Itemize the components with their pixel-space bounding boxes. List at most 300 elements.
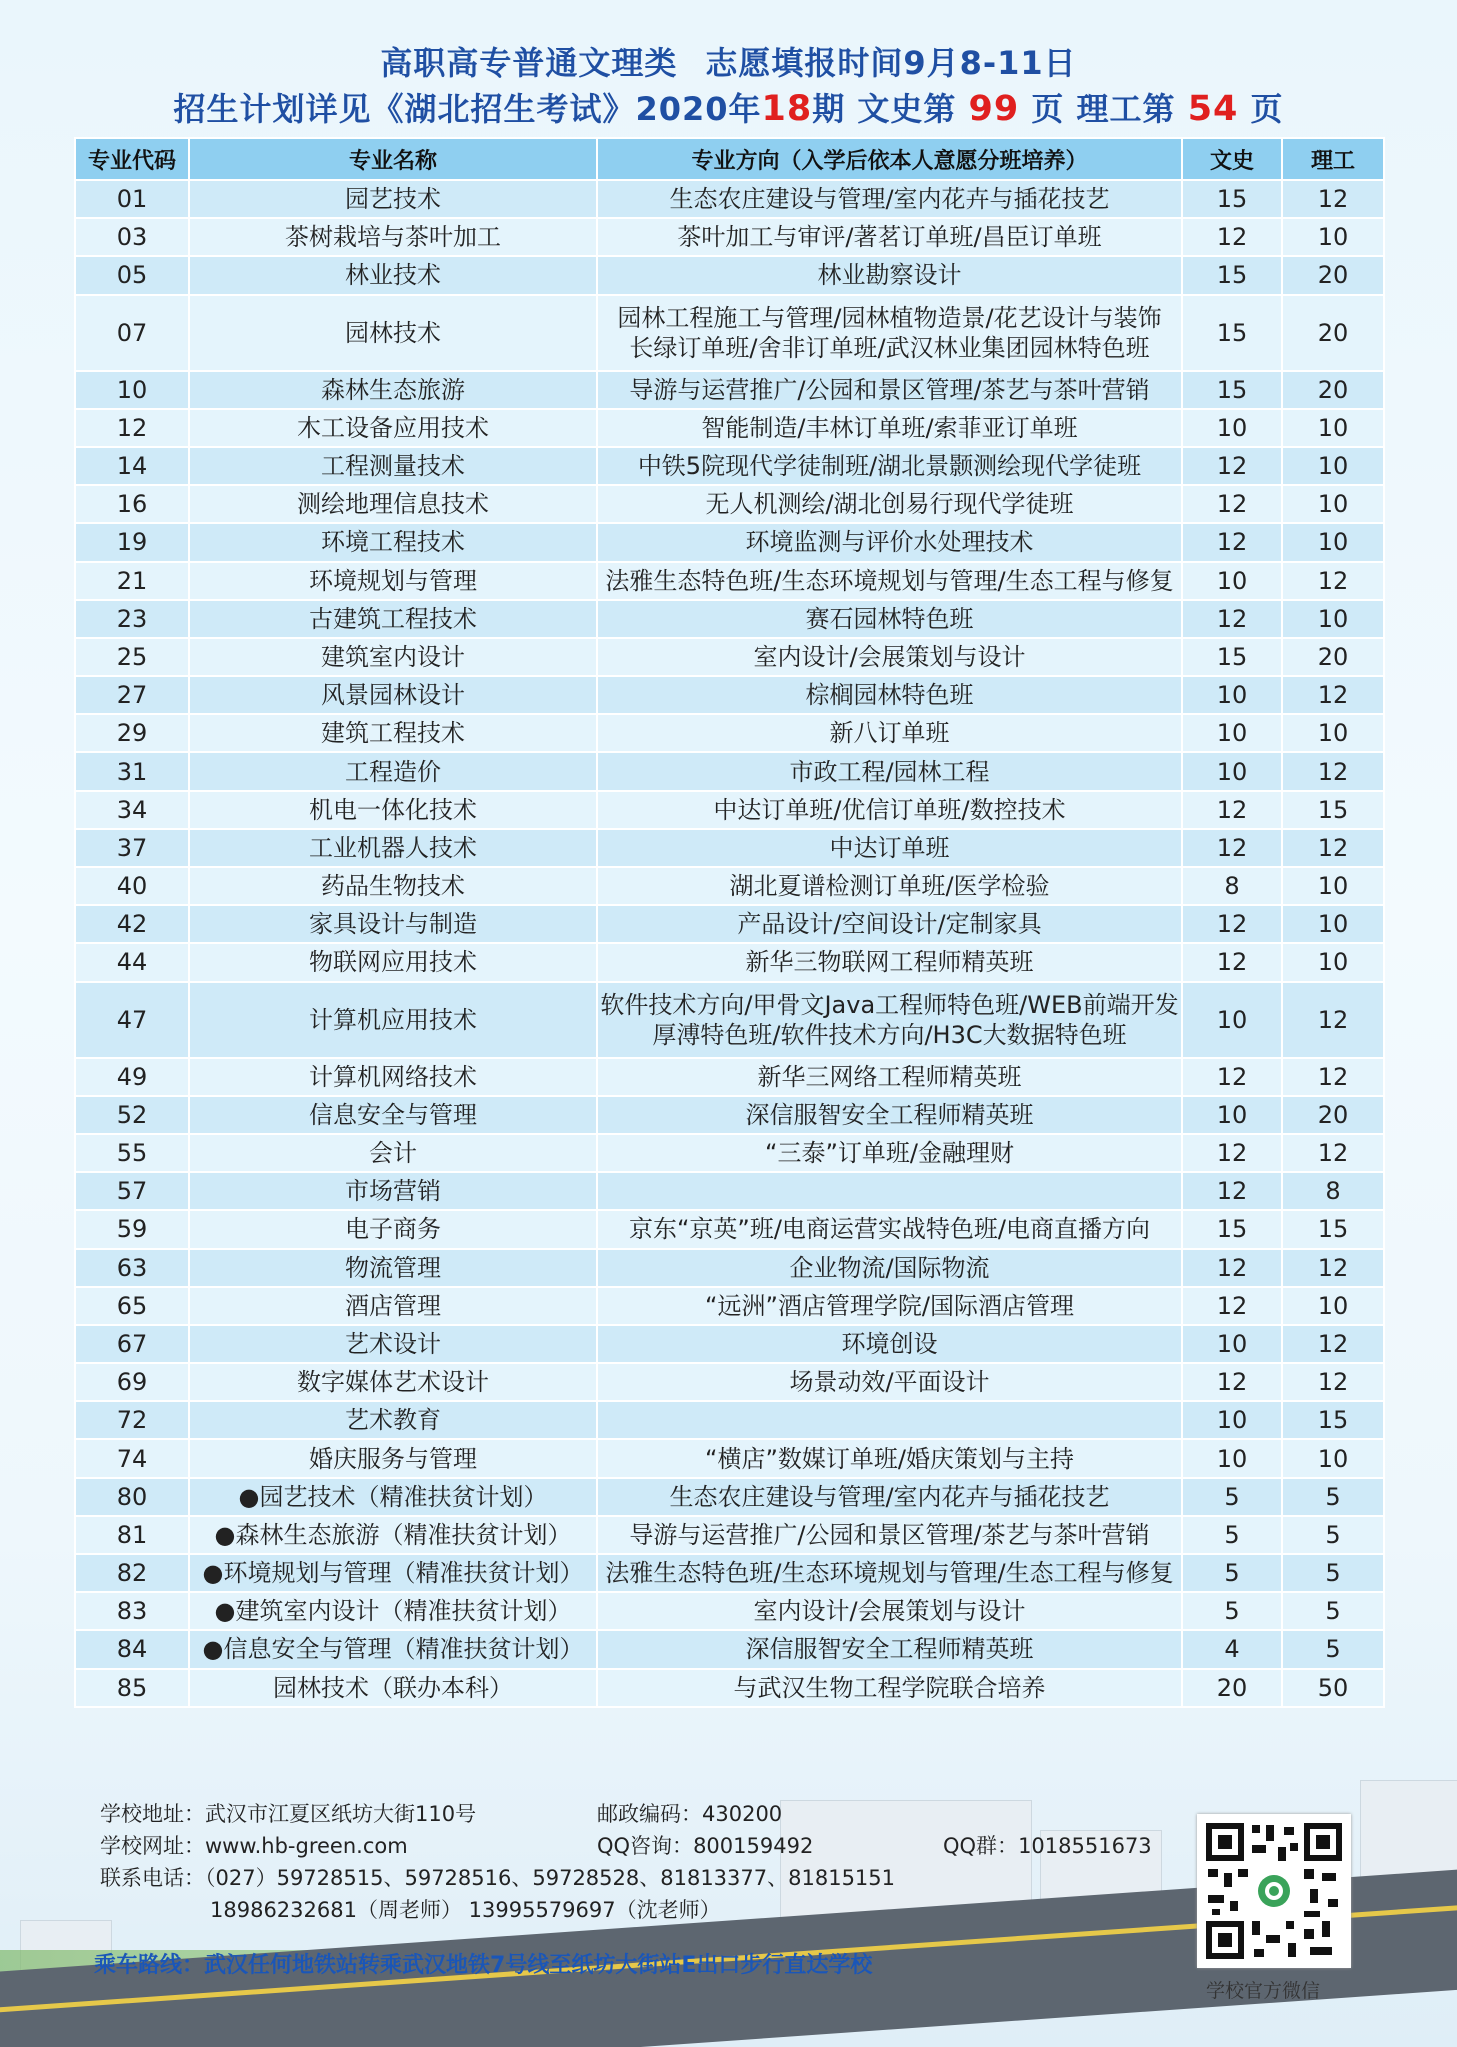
major-direction — [597, 295, 1182, 371]
ligong-quota: 12 — [1282, 1134, 1384, 1172]
major-name: 婚庆服务与管理 — [189, 1439, 597, 1477]
major-code: 69 — [75, 1363, 189, 1401]
ligong-quota: 12 — [1282, 1363, 1384, 1401]
enrollment-plan-table — [74, 137, 1385, 1708]
col-header-ligong: 理工 — [1282, 138, 1384, 180]
qqgroup-value: 1018551673 — [1018, 1834, 1152, 1858]
direction-line: 湖北夏谱检测订单班/医学检验 — [729, 872, 1050, 901]
major-code: 14 — [75, 447, 189, 485]
table-row — [75, 1287, 1384, 1325]
direction-line: 茶叶加工与审评/著茗订单班/昌臣订单班 — [677, 223, 1102, 252]
wenshi-quota: 12 — [1182, 600, 1282, 638]
direction-line: 室内设计/会展策划与设计 — [753, 1597, 1026, 1626]
major-name: ●环境规划与管理（精准扶贫计划） — [189, 1554, 597, 1592]
major-direction — [597, 1363, 1182, 1401]
major-direction — [597, 1439, 1182, 1477]
major-name: 信息安全与管理 — [189, 1096, 597, 1134]
major-name: 木工设备应用技术 — [189, 409, 597, 447]
major-direction — [597, 1210, 1182, 1248]
major-name: 风景园林设计 — [189, 676, 597, 714]
major-name: 数字媒体艺术设计 — [189, 1363, 597, 1401]
major-code: 23 — [75, 600, 189, 638]
major-name: 物联网应用技术 — [189, 943, 597, 981]
wenshi-quota: 12 — [1182, 943, 1282, 981]
wenshi-quota: 20 — [1182, 1669, 1282, 1707]
major-name: 物流管理 — [189, 1249, 597, 1287]
wenshi-quota: 10 — [1182, 562, 1282, 600]
major-name: 工程测量技术 — [189, 447, 597, 485]
page-suffix: 页 — [1238, 90, 1284, 128]
major-code: 82 — [75, 1554, 189, 1592]
table-row — [75, 1478, 1384, 1516]
ligong-quota: 10 — [1282, 714, 1384, 752]
direction-line: 软件技术方向/甲骨文Java工程师特色班/WEB前端开发 — [600, 990, 1179, 1019]
wenshi-quota: 12 — [1182, 905, 1282, 943]
mobile-row — [210, 1894, 721, 1924]
major-code: 72 — [75, 1401, 189, 1439]
major-direction — [597, 409, 1182, 447]
ligong-quota: 10 — [1282, 943, 1384, 981]
table-row — [75, 295, 1384, 371]
major-code: 07 — [75, 295, 189, 371]
table-row — [75, 1630, 1384, 1668]
direction-line-2: 厚溥特色班/软件技术方向/H3C大数据特色班 — [652, 1020, 1127, 1049]
direction-line: 生态农庄建设与管理/室内花卉与插花技艺 — [669, 1482, 1110, 1511]
major-name: 建筑工程技术 — [189, 714, 597, 752]
major-direction — [597, 1249, 1182, 1287]
major-code: 55 — [75, 1134, 189, 1172]
major-direction — [597, 1592, 1182, 1630]
table-row — [75, 256, 1384, 294]
wenshi-quota: 12 — [1182, 485, 1282, 523]
major-name: 古建筑工程技术 — [189, 600, 597, 638]
major-code: 52 — [75, 1096, 189, 1134]
direction-line: 林业勘察设计 — [817, 261, 962, 290]
wenshi-quota: 12 — [1182, 791, 1282, 829]
direction-line: 深信服智安全工程师精英班 — [745, 1100, 1034, 1129]
major-direction — [597, 1669, 1182, 1707]
direction-line: 市政工程/园林工程 — [789, 757, 990, 786]
ligong-quota: 10 — [1282, 867, 1384, 905]
major-code: 44 — [75, 943, 189, 981]
direction-line: 赛石园林特色班 — [805, 604, 974, 633]
major-direction — [597, 829, 1182, 867]
major-name: 家具设计与制造 — [189, 905, 597, 943]
major-code: 19 — [75, 523, 189, 561]
major-direction — [597, 1630, 1182, 1668]
major-name: 园林技术（联办本科） — [189, 1669, 597, 1707]
major-direction — [597, 1325, 1182, 1363]
ligong-quota: 10 — [1282, 218, 1384, 256]
ligong-quota: 15 — [1282, 1210, 1384, 1248]
table-row — [75, 791, 1384, 829]
major-name: 测绘地理信息技术 — [189, 485, 597, 523]
table-row — [75, 638, 1384, 676]
ligong-quota: 10 — [1282, 447, 1384, 485]
major-direction — [597, 1096, 1182, 1134]
direction-line: 环境创设 — [841, 1329, 938, 1358]
major-code: 47 — [75, 982, 189, 1058]
direction-line: 棕榈园林特色班 — [805, 681, 974, 710]
table-row — [75, 1592, 1384, 1630]
direction-line: 室内设计/会展策划与设计 — [753, 642, 1026, 671]
col-header-direction: 专业方向（入学后依本人意愿分班培养） — [597, 138, 1182, 180]
table-row — [75, 523, 1384, 561]
major-direction — [597, 447, 1182, 485]
table-row — [75, 1096, 1384, 1134]
table-row — [75, 409, 1384, 447]
major-direction — [597, 791, 1182, 829]
qr-code-icon[interactable] — [1197, 1814, 1351, 1968]
major-code: 67 — [75, 1325, 189, 1363]
wenshi-quota: 15 — [1182, 371, 1282, 409]
ligong-quota: 5 — [1282, 1630, 1384, 1668]
major-name: 药品生物技术 — [189, 867, 597, 905]
table-row — [75, 1058, 1384, 1096]
table-row — [75, 1554, 1384, 1592]
major-code: 10 — [75, 371, 189, 409]
major-code: 49 — [75, 1058, 189, 1096]
website-link[interactable]: www.hb-green.com — [205, 1834, 408, 1858]
major-direction — [597, 485, 1182, 523]
direction-line: 新华三网络工程师精英班 — [757, 1062, 1022, 1091]
wenshi-quota: 4 — [1182, 1630, 1282, 1668]
major-direction — [597, 1516, 1182, 1554]
wenshi-quota: 10 — [1182, 982, 1282, 1058]
ligong-quota: 10 — [1282, 485, 1384, 523]
route-value: 武汉任何地铁站转乘武汉地铁7号线至纸坊大街站E出口步行直达学校 — [204, 1953, 873, 1978]
major-direction — [597, 600, 1182, 638]
table-row — [75, 1134, 1384, 1172]
major-name: 建筑室内设计 — [189, 638, 597, 676]
table-row — [75, 1516, 1384, 1554]
table-row — [75, 1363, 1384, 1401]
table-row — [75, 180, 1384, 218]
major-code: 29 — [75, 714, 189, 752]
application-period: 志愿填报时间9月8-11日 — [705, 44, 1077, 82]
ligong-quota: 12 — [1282, 752, 1384, 790]
direction-line: 中达订单班/优信订单班/数控技术 — [713, 795, 1066, 824]
major-code: 27 — [75, 676, 189, 714]
ligong-quota: 10 — [1282, 1287, 1384, 1325]
wenshi-label: 期 文史第 — [812, 90, 969, 128]
wenshi-quota: 12 — [1182, 523, 1282, 561]
qr-caption: 学校官方微信 — [1206, 1980, 1321, 2002]
major-name: 茶树栽培与茶叶加工 — [189, 218, 597, 256]
direction-line-2: 长绿订单班/舍非订单班/武汉林业集团园林特色班 — [629, 333, 1150, 362]
ligong-quota: 12 — [1282, 829, 1384, 867]
col-header-wenshi: 文史 — [1182, 138, 1282, 180]
ligong-quota: 10 — [1282, 1439, 1384, 1477]
major-code: 65 — [75, 1287, 189, 1325]
wenshi-quota: 5 — [1182, 1554, 1282, 1592]
footer — [0, 1770, 1457, 2047]
major-code: 83 — [75, 1592, 189, 1630]
major-code: 63 — [75, 1249, 189, 1287]
ligong-quota: 20 — [1282, 371, 1384, 409]
direction-line: 企业物流/国际物流 — [789, 1253, 990, 1282]
direction-line: 导游与运营推广/公园和景区管理/茶艺与茶叶营销 — [629, 375, 1150, 404]
ligong-quota: 12 — [1282, 1249, 1384, 1287]
table-row — [75, 1249, 1384, 1287]
major-code: 85 — [75, 1669, 189, 1707]
table-row — [75, 676, 1384, 714]
direction-line: 智能制造/丰林订单班/索菲亚订单班 — [701, 413, 1078, 442]
major-direction — [597, 256, 1182, 294]
ligong-quota: 12 — [1282, 1058, 1384, 1096]
wenshi-quota: 12 — [1182, 1363, 1282, 1401]
table-row — [75, 905, 1384, 943]
address-label: 学校地址： — [100, 1802, 205, 1826]
direction-line: 法雅生态特色班/生态环境规划与管理/生态工程与修复 — [605, 566, 1174, 595]
major-code: 03 — [75, 218, 189, 256]
ligong-quota: 20 — [1282, 295, 1384, 371]
wenshi-quota: 12 — [1182, 447, 1282, 485]
major-name: 林业技术 — [189, 256, 597, 294]
major-code: 37 — [75, 829, 189, 867]
major-direction — [597, 638, 1182, 676]
poster-header — [0, 40, 1457, 132]
wenshi-quota: 5 — [1182, 1592, 1282, 1630]
major-name: 酒店管理 — [189, 1287, 597, 1325]
ligong-quota: 20 — [1282, 638, 1384, 676]
major-code: 57 — [75, 1172, 189, 1210]
major-name: 环境工程技术 — [189, 523, 597, 561]
major-name: ●信息安全与管理（精准扶贫计划） — [189, 1630, 597, 1668]
wenshi-quota: 10 — [1182, 409, 1282, 447]
wenshi-quota: 10 — [1182, 1401, 1282, 1439]
wenshi-quota: 5 — [1182, 1516, 1282, 1554]
direction-line: 园林工程施工与管理/园林植物造景/花艺设计与装饰 — [617, 303, 1162, 332]
major-code: 40 — [75, 867, 189, 905]
table-row — [75, 714, 1384, 752]
major-name: 计算机网络技术 — [189, 1058, 597, 1096]
direction-line: 生态农庄建设与管理/室内花卉与插花技艺 — [669, 185, 1110, 214]
plan-reference: 招生计划详见《湖北招生考试》2020年 — [173, 90, 762, 128]
major-code: 25 — [75, 638, 189, 676]
major-code: 05 — [75, 256, 189, 294]
address-row — [100, 1798, 476, 1828]
ligong-quota: 5 — [1282, 1592, 1384, 1630]
ligong-quota: 50 — [1282, 1669, 1384, 1707]
table-row — [75, 1325, 1384, 1363]
wenshi-quota: 15 — [1182, 180, 1282, 218]
wenshi-page: 99 — [968, 89, 1020, 129]
major-direction — [597, 1554, 1182, 1592]
major-name: 会计 — [189, 1134, 597, 1172]
header-line-1 — [0, 40, 1457, 86]
ligong-quota: 5 — [1282, 1478, 1384, 1516]
major-code: 80 — [75, 1478, 189, 1516]
direction-line: 深信服智安全工程师精英班 — [745, 1635, 1034, 1664]
qqgroup-row — [943, 1830, 1152, 1860]
major-name: 工业机器人技术 — [189, 829, 597, 867]
major-direction — [597, 943, 1182, 981]
website-row — [100, 1830, 408, 1860]
major-name: 机电一体化技术 — [189, 791, 597, 829]
major-name: ●建筑室内设计（精准扶贫计划） — [189, 1592, 597, 1630]
qq-row — [597, 1830, 813, 1860]
ligong-label: 页 理工第 — [1019, 90, 1188, 128]
direction-line: 场景动效/平面设计 — [789, 1368, 990, 1397]
address-value: 武汉市江夏区纸坊大街110号 — [205, 1802, 477, 1826]
ligong-quota: 12 — [1282, 982, 1384, 1058]
major-direction — [597, 867, 1182, 905]
ligong-quota: 20 — [1282, 1096, 1384, 1134]
major-name: 园林技术 — [189, 295, 597, 371]
wenshi-quota: 10 — [1182, 752, 1282, 790]
wenshi-quota: 12 — [1182, 829, 1282, 867]
route-label: 乘车路线： — [94, 1953, 205, 1978]
major-code: 21 — [75, 562, 189, 600]
ligong-quota: 5 — [1282, 1554, 1384, 1592]
major-direction — [597, 1134, 1182, 1172]
major-direction — [597, 714, 1182, 752]
major-name: ●园艺技术（精准扶贫计划） — [189, 1478, 597, 1516]
wenshi-quota: 12 — [1182, 1249, 1282, 1287]
major-name: 环境规划与管理 — [189, 562, 597, 600]
direction-line: “远洲”酒店管理学院/国际酒店管理 — [705, 1291, 1074, 1320]
ligong-page: 54 — [1187, 89, 1239, 129]
major-direction — [597, 676, 1182, 714]
table-row — [75, 562, 1384, 600]
major-name: 森林生态旅游 — [189, 371, 597, 409]
major-code: 01 — [75, 180, 189, 218]
wenshi-quota: 10 — [1182, 714, 1282, 752]
major-direction — [597, 905, 1182, 943]
ligong-quota: 10 — [1282, 905, 1384, 943]
header-line-2 — [0, 86, 1457, 132]
wenshi-quota: 12 — [1182, 1287, 1282, 1325]
ligong-quota: 10 — [1282, 523, 1384, 561]
major-direction — [597, 1478, 1182, 1516]
table-row — [75, 867, 1384, 905]
issue-number: 18 — [761, 89, 813, 129]
ligong-quota: 15 — [1282, 791, 1384, 829]
table-header-row — [75, 138, 1384, 180]
wenshi-quota: 8 — [1182, 867, 1282, 905]
wenshi-quota: 10 — [1182, 1439, 1282, 1477]
website-label: 学校网址： — [100, 1834, 205, 1858]
direction-line: 产品设计/空间设计/定制家具 — [737, 910, 1042, 939]
major-code: 42 — [75, 905, 189, 943]
major-direction — [597, 1058, 1182, 1096]
ligong-quota: 10 — [1282, 409, 1384, 447]
table-row — [75, 1210, 1384, 1248]
wenshi-quota: 15 — [1182, 1210, 1282, 1248]
ligong-quota: 12 — [1282, 180, 1384, 218]
ligong-quota: 12 — [1282, 1325, 1384, 1363]
major-code: 16 — [75, 485, 189, 523]
mobile-values: 18986232681（周老师） 13995579697（沈老师） — [210, 1898, 721, 1922]
direction-line: 环境监测与评价水处理技术 — [745, 528, 1034, 557]
major-code: 59 — [75, 1210, 189, 1248]
major-name: 艺术教育 — [189, 1401, 597, 1439]
table-row — [75, 218, 1384, 256]
table-row — [75, 1669, 1384, 1707]
direction-line: 无人机测绘/湖北创易行现代学徒班 — [705, 490, 1074, 519]
direction-line: 京东“京英”班/电商运营实战特色班/电商直播方向 — [628, 1215, 1151, 1244]
major-direction — [597, 982, 1182, 1058]
ligong-quota: 15 — [1282, 1401, 1384, 1439]
category-title: 高职高专普通文理类 — [380, 44, 678, 82]
major-code: 31 — [75, 752, 189, 790]
major-name: 艺术设计 — [189, 1325, 597, 1363]
wenshi-quota: 12 — [1182, 1172, 1282, 1210]
major-code: 81 — [75, 1516, 189, 1554]
major-direction — [597, 752, 1182, 790]
wenshi-quota: 15 — [1182, 256, 1282, 294]
ligong-quota: 10 — [1282, 600, 1384, 638]
wenshi-quota: 10 — [1182, 676, 1282, 714]
table-row — [75, 752, 1384, 790]
major-direction — [597, 1401, 1182, 1439]
col-header-name: 专业名称 — [189, 138, 597, 180]
wenshi-quota: 15 — [1182, 638, 1282, 676]
table-row — [75, 1401, 1384, 1439]
major-code: 12 — [75, 409, 189, 447]
ligong-quota: 5 — [1282, 1516, 1384, 1554]
route-info — [94, 1948, 872, 1979]
direction-line: 法雅生态特色班/生态环境规划与管理/生态工程与修复 — [605, 1559, 1174, 1588]
major-name: 市场营销 — [189, 1172, 597, 1210]
qq-label: QQ咨询： — [597, 1834, 694, 1858]
ligong-quota: 8 — [1282, 1172, 1384, 1210]
direction-line: 新八订单班 — [829, 719, 950, 748]
table-row — [75, 371, 1384, 409]
direction-line: 中达订单班 — [829, 833, 950, 862]
major-code: 74 — [75, 1439, 189, 1477]
major-direction — [597, 218, 1182, 256]
major-name: 工程造价 — [189, 752, 597, 790]
table-body — [75, 180, 1384, 1707]
table-row — [75, 600, 1384, 638]
postcode-row — [597, 1798, 782, 1828]
col-header-code: 专业代码 — [75, 138, 189, 180]
phone-row — [100, 1862, 895, 1892]
wenshi-quota: 15 — [1182, 295, 1282, 371]
wenshi-quota: 12 — [1182, 1058, 1282, 1096]
major-direction — [597, 180, 1182, 218]
major-name: 园艺技术 — [189, 180, 597, 218]
postcode-value: 430200 — [702, 1802, 783, 1826]
wenshi-quota: 10 — [1182, 1096, 1282, 1134]
table-row — [75, 982, 1384, 1058]
direction-line: 导游与运营推广/公园和景区管理/茶艺与茶叶营销 — [629, 1520, 1150, 1549]
ligong-quota: 12 — [1282, 562, 1384, 600]
major-code: 34 — [75, 791, 189, 829]
phone-label: 联系电话： — [100, 1866, 205, 1890]
wenshi-quota: 5 — [1182, 1478, 1282, 1516]
qq-value: 800159492 — [693, 1834, 814, 1858]
qqgroup-label: QQ群： — [943, 1834, 1019, 1858]
major-direction — [597, 1287, 1182, 1325]
wenshi-quota: 12 — [1182, 1134, 1282, 1172]
major-direction — [597, 523, 1182, 561]
major-name: ●森林生态旅游（精准扶贫计划） — [189, 1516, 597, 1554]
direction-line: “横店”数媒订单班/婚庆策划与主持 — [705, 1444, 1074, 1473]
major-direction — [597, 1172, 1182, 1210]
phone-values: （027）59728515、59728516、59728528、81813377、81815151 — [205, 1866, 896, 1890]
wenshi-quota: 10 — [1182, 1325, 1282, 1363]
table-row — [75, 447, 1384, 485]
table-row — [75, 943, 1384, 981]
ligong-quota: 20 — [1282, 256, 1384, 294]
major-name: 计算机应用技术 — [189, 982, 597, 1058]
ligong-quota: 12 — [1282, 676, 1384, 714]
major-name: 电子商务 — [189, 1210, 597, 1248]
direction-line: 与武汉生物工程学院联合培养 — [733, 1673, 1046, 1702]
